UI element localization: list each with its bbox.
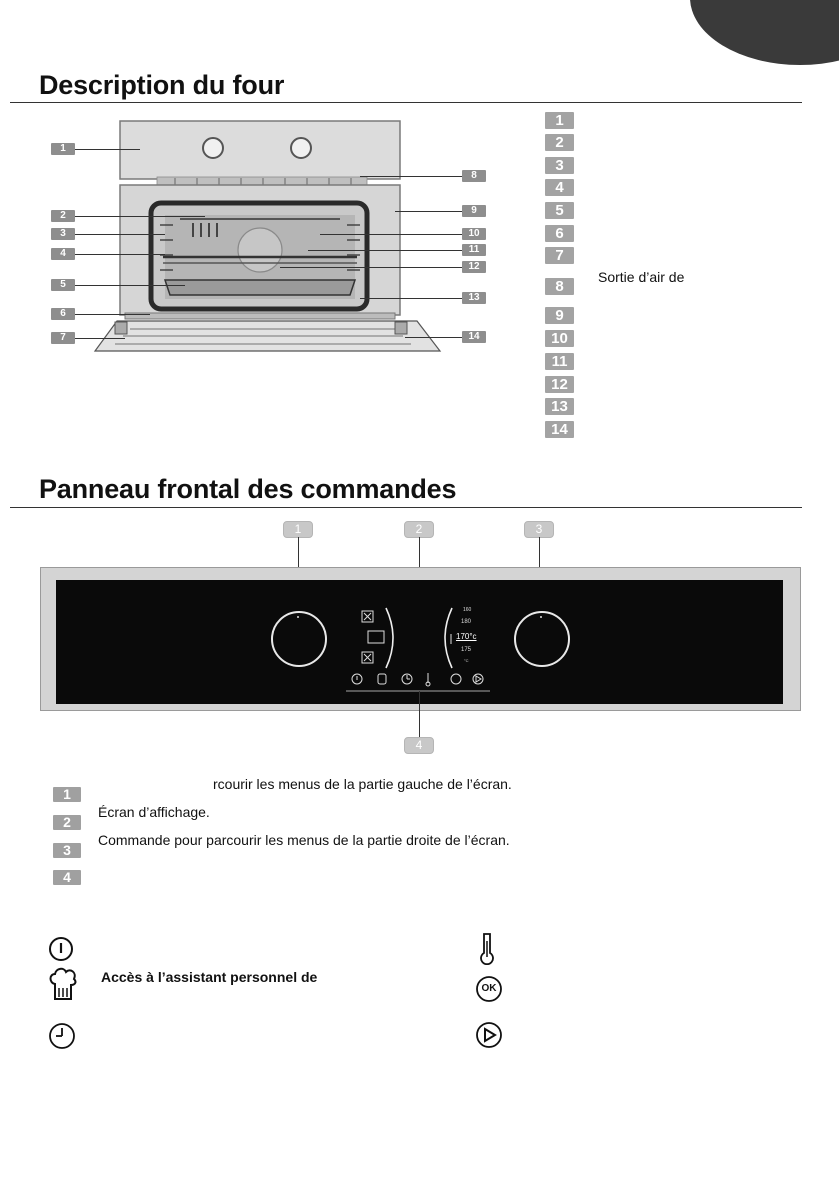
control-legend-badge-1: 1 (53, 787, 81, 802)
ok-icon (475, 975, 503, 1003)
right-knob-marker (540, 616, 542, 618)
touch-icons-row (346, 670, 490, 694)
clock-icon (48, 1022, 76, 1050)
leader-line (395, 211, 462, 212)
legend-badge: 1 (545, 112, 574, 129)
play-icon (475, 1021, 503, 1049)
oven-label-6: 6 (51, 308, 75, 320)
legend-badge: 9 (545, 307, 574, 324)
page-corner-tab (690, 0, 839, 65)
oven-label-1: 1 (51, 143, 75, 155)
oven-label-3: 3 (51, 228, 75, 240)
control-legend-badge-2: 2 (53, 815, 81, 830)
title-rule (10, 102, 802, 103)
display-temp-3: 175 (461, 647, 472, 653)
oven-label-14: 14 (462, 331, 486, 343)
thermometer-icon (478, 931, 496, 965)
leader-line (419, 691, 420, 737)
control-legend-text-1: rcourir les menus de la partie gauche de l’écran. (213, 776, 512, 792)
legend-badge: 13 (545, 398, 574, 415)
oven-label-4: 4 (51, 248, 75, 260)
leader-line (360, 176, 462, 177)
leader-line (75, 234, 165, 235)
leader-line (75, 338, 125, 339)
ok-icon-label: OK (481, 983, 497, 994)
panel-label-4: 4 (404, 737, 434, 754)
oven-label-13: 13 (462, 292, 486, 304)
legend-badge: 2 (545, 134, 574, 151)
section-title-oven-description: Description du four (39, 70, 285, 100)
leader-line (280, 267, 462, 268)
panel-label-2: 2 (404, 521, 434, 538)
leader-line (320, 234, 462, 235)
legend-badge: 6 (545, 225, 574, 242)
display-temp-unit: °C (464, 658, 469, 663)
oven-label-5: 5 (51, 279, 75, 291)
power-icon (48, 936, 74, 962)
leader-line (75, 216, 205, 217)
legend-badge: 7 (545, 247, 574, 264)
legend-badge: 12 (545, 376, 574, 393)
control-legend-text-2: Écran d’affichage. (98, 804, 210, 820)
title-rule (10, 507, 802, 508)
legend-badge: 5 (545, 202, 574, 219)
control-legend-badge-3: 3 (53, 843, 81, 858)
panel-label-3: 3 (524, 521, 554, 538)
chef-hat-icon (48, 966, 78, 1002)
display-screen (350, 606, 488, 670)
display-temp-1: 160 (463, 607, 472, 613)
oven-label-12: 12 (462, 261, 486, 273)
legend-badge: 4 (545, 179, 574, 196)
panel-label-1: 1 (283, 521, 313, 538)
oven-label-11: 11 (462, 244, 486, 256)
section-title-control-panel: Panneau frontal des commandes (39, 474, 457, 504)
oven-label-2: 2 (51, 210, 75, 222)
legend-badge: 10 (545, 330, 574, 347)
left-knob[interactable] (271, 611, 327, 667)
icon-legend-text-chef: Accès à l’assistant personnel de (101, 969, 318, 985)
leader-line (360, 298, 462, 299)
oven-label-10: 10 (462, 228, 486, 240)
leader-line (405, 337, 462, 338)
leader-line (75, 254, 165, 255)
legend-badge: 8 (545, 278, 574, 295)
oven-label-7: 7 (51, 332, 75, 344)
display-temp-selected: 170°c (456, 632, 477, 641)
display-temp-2: 180 (461, 619, 472, 625)
left-knob-marker (297, 616, 299, 618)
oven-label-8: 8 (462, 170, 486, 182)
control-legend-text-3: Commande pour parcourir les menus de la partie droite de l’écran. (98, 832, 510, 848)
oven-illustration (85, 115, 455, 360)
control-legend-badge-4: 4 (53, 870, 81, 885)
legend-text-8: Sortie d’air de (598, 269, 685, 285)
legend-badge: 3 (545, 157, 574, 174)
legend-badge: 11 (545, 353, 574, 370)
legend-badge: 14 (545, 421, 574, 438)
leader-line (75, 149, 140, 150)
right-knob[interactable] (514, 611, 570, 667)
oven-label-9: 9 (462, 205, 486, 217)
leader-line (75, 314, 150, 315)
leader-line (75, 285, 185, 286)
leader-line (308, 250, 462, 251)
